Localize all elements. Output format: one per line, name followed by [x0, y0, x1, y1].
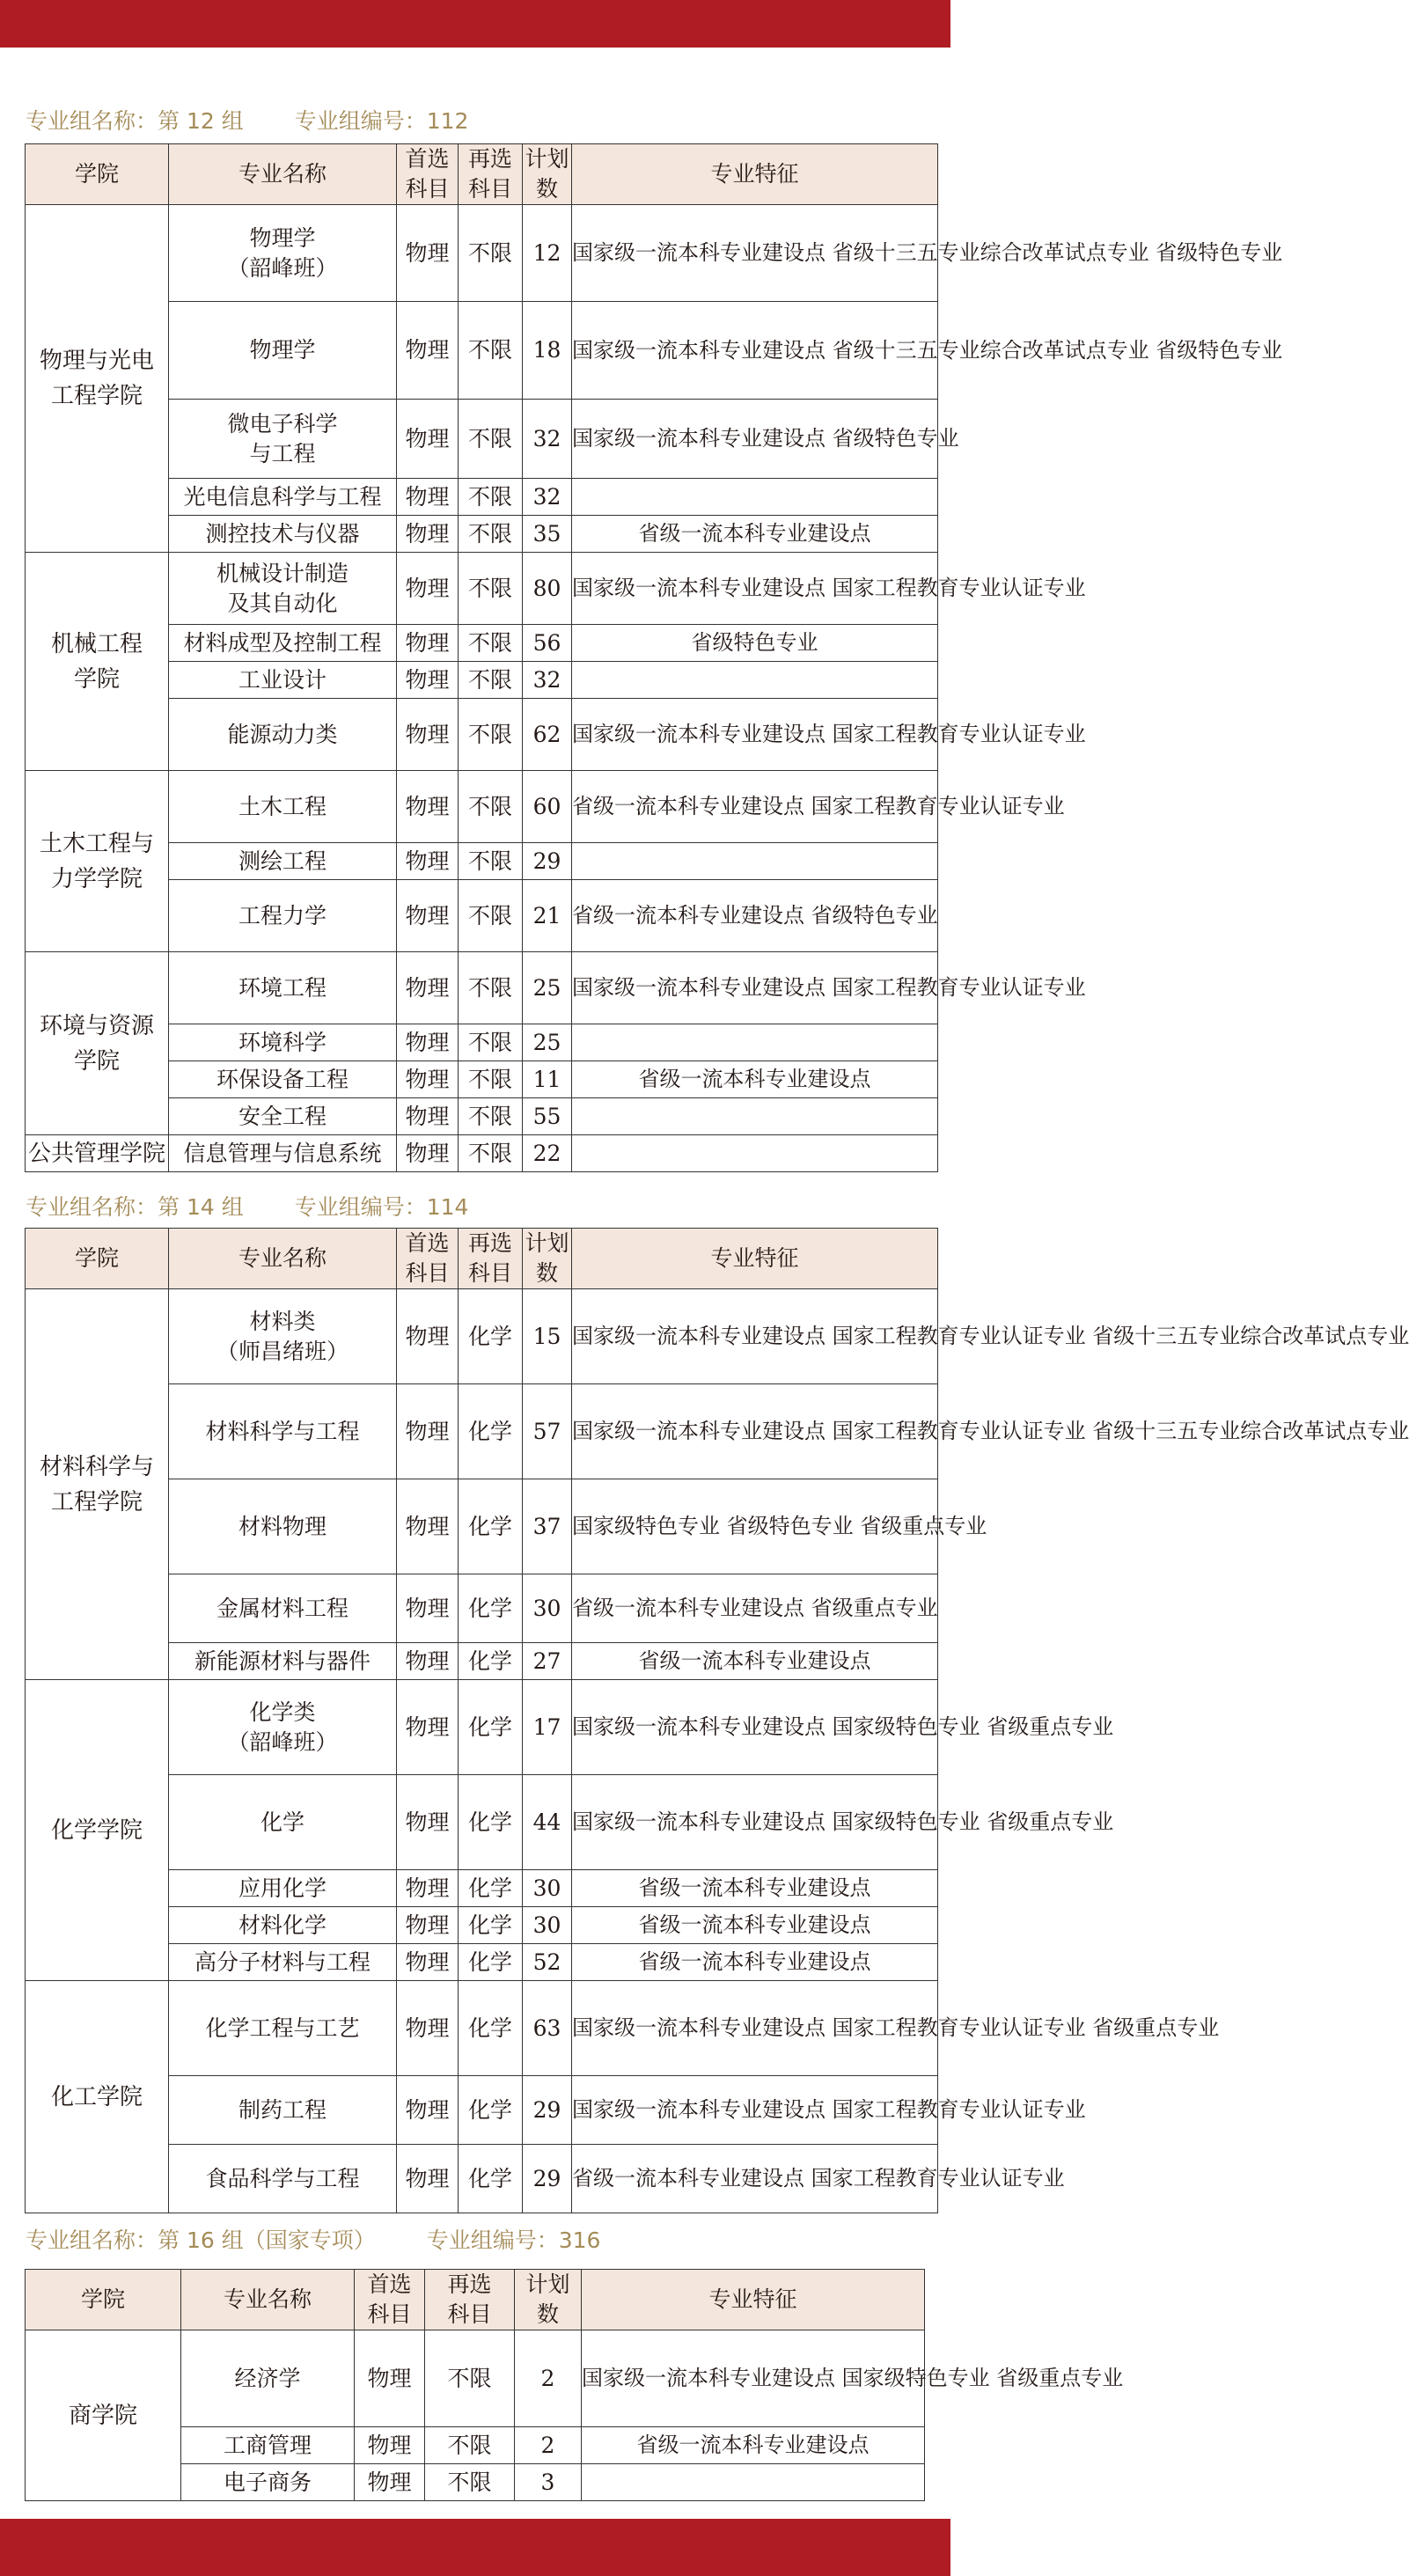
college-cell: 机械工程 学院 [26, 553, 169, 771]
plan-count: 52 [523, 1944, 572, 1981]
major-name: 物理学 （韶峰班） [169, 205, 397, 302]
major-feature: 省级一流本科专业建设点 [572, 1061, 938, 1098]
plan-count: 17 [523, 1680, 572, 1775]
header-row [26, 1229, 938, 1289]
second-subject: 不限 [459, 205, 523, 302]
plan-count: 2 [515, 2330, 582, 2427]
second-subject: 化学 [459, 1574, 523, 1643]
major-feature: 省级一流本科专业建设点 省级重点专业 [572, 1574, 938, 1643]
second-subject: 化学 [459, 1907, 523, 1944]
plan-count: 18 [523, 302, 572, 400]
second-subject: 化学 [459, 1981, 523, 2076]
major-feature: 国家级一流本科专业建设点 国家级特色专业 省级重点专业 [582, 2330, 925, 2427]
first-subject: 物理 [397, 1024, 459, 1061]
major-name: 测控技术与仪器 [169, 516, 397, 553]
header-feat: 专业特征 [572, 1229, 938, 1289]
header-feat: 专业特征 [582, 2270, 925, 2330]
header-second: 再选 科目 [425, 2270, 515, 2330]
major-name: 应用化学 [169, 1870, 397, 1907]
first-subject: 物理 [397, 880, 459, 952]
first-subject: 物理 [397, 771, 459, 843]
major-name: 能源动力类 [169, 699, 397, 771]
group-title-14 [26, 1190, 468, 1222]
college-cell: 化学学院 [26, 1680, 169, 1981]
major-name: 化学工程与工艺 [169, 1981, 397, 2076]
table-row [26, 205, 938, 302]
major-feature: 省级一流本科专业建设点 国家工程教育专业认证专业 [572, 2145, 938, 2213]
major-name: 工商管理 [181, 2427, 355, 2464]
major-name: 电子商务 [181, 2464, 355, 2501]
major-name: 物理学 [169, 302, 397, 400]
major-table-group-14 [25, 1228, 1409, 2213]
major-feature [572, 1098, 938, 1135]
first-subject: 物理 [355, 2427, 425, 2464]
second-subject: 不限 [425, 2464, 515, 2501]
second-subject: 不限 [459, 843, 523, 880]
major-feature: 国家级一流本科专业建设点 省级十三五专业综合改革试点专业 省级特色专业 [572, 205, 938, 302]
header-name: 专业名称 [169, 144, 397, 205]
major-name: 新能源材料与器件 [169, 1643, 397, 1680]
major-name: 材料成型及控制工程 [169, 625, 397, 662]
top-banner [0, 0, 950, 48]
major-feature: 国家级一流本科专业建设点 国家级特色专业 省级重点专业 [572, 1680, 938, 1775]
plan-count: 55 [523, 1098, 572, 1135]
major-feature: 国家级一流本科专业建设点 省级十三五专业综合改革试点专业 省级特色专业 [572, 302, 938, 400]
major-feature: 省级一流本科专业建设点 [572, 1907, 938, 1944]
second-subject: 不限 [459, 516, 523, 553]
major-name: 金属材料工程 [169, 1574, 397, 1643]
plan-count: 25 [523, 952, 572, 1024]
first-subject: 物理 [397, 1479, 459, 1574]
major-feature: 国家级一流本科专业建设点 国家工程教育专业认证专业 [572, 553, 938, 625]
plan-count: 27 [523, 1643, 572, 1680]
second-subject: 不限 [459, 479, 523, 516]
first-subject: 物理 [397, 1870, 459, 1907]
first-subject: 物理 [397, 625, 459, 662]
major-feature [572, 1135, 938, 1172]
plan-count: 21 [523, 880, 572, 952]
major-feature: 国家级一流本科专业建设点 国家工程教育专业认证专业 省级十三五专业综合改革试点专业 [572, 1384, 938, 1479]
second-subject: 不限 [425, 2427, 515, 2464]
second-subject: 不限 [459, 880, 523, 952]
first-subject: 物理 [397, 1944, 459, 1981]
major-table-group-16 [25, 2269, 1124, 2501]
plan-count: 30 [523, 1870, 572, 1907]
plan-count: 29 [523, 843, 572, 880]
header-college: 学院 [26, 1229, 169, 1289]
major-name: 测绘工程 [169, 843, 397, 880]
table-row [26, 1135, 938, 1172]
plan-count: 37 [523, 1479, 572, 1574]
header-row [26, 2270, 925, 2330]
header-second: 再选 科目 [459, 144, 523, 205]
group-name: 专业组名称：第 14 组 [26, 1194, 244, 1220]
second-subject: 不限 [459, 553, 523, 625]
second-subject: 化学 [459, 2145, 523, 2213]
second-subject: 不限 [459, 1024, 523, 1061]
major-feature: 国家级一流本科专业建设点 国家级特色专业 省级重点专业 [572, 1775, 938, 1870]
first-subject: 物理 [397, 1981, 459, 2076]
major-name: 环境工程 [169, 952, 397, 1024]
second-subject: 不限 [459, 662, 523, 699]
first-subject: 物理 [397, 1574, 459, 1643]
plan-count: 25 [523, 1024, 572, 1061]
major-name: 制药工程 [169, 2076, 397, 2145]
header-first: 首选 科目 [397, 1229, 459, 1289]
plan-count: 32 [523, 400, 572, 479]
second-subject: 化学 [459, 1680, 523, 1775]
header-first: 首选 科目 [397, 144, 459, 205]
second-subject: 化学 [459, 1944, 523, 1981]
major-name: 食品科学与工程 [169, 2145, 397, 2213]
first-subject: 物理 [355, 2464, 425, 2501]
first-subject: 物理 [397, 1135, 459, 1172]
plan-count: 57 [523, 1384, 572, 1479]
header-plan: 计划 数 [523, 1229, 572, 1289]
first-subject: 物理 [397, 662, 459, 699]
plan-count: 32 [523, 662, 572, 699]
major-feature [572, 662, 938, 699]
bottom-banner [0, 2519, 950, 2576]
table-row [26, 1680, 938, 1775]
header-plan: 计划 数 [515, 2270, 582, 2330]
plan-count: 30 [523, 1907, 572, 1944]
second-subject: 化学 [459, 1289, 523, 1384]
college-cell: 商学院 [26, 2330, 181, 2501]
table-row [26, 952, 938, 1024]
second-subject: 不限 [459, 1098, 523, 1135]
plan-count: 35 [523, 516, 572, 553]
major-name: 化学类 （韶峰班） [169, 1680, 397, 1775]
first-subject: 物理 [397, 1643, 459, 1680]
plan-count: 11 [523, 1061, 572, 1098]
major-feature: 国家级一流本科专业建设点 国家工程教育专业认证专业 省级十三五专业综合改革试点专业 [572, 1289, 938, 1384]
college-cell: 环境与资源 学院 [26, 952, 169, 1135]
major-feature: 国家级一流本科专业建设点 国家工程教育专业认证专业 [572, 952, 938, 1024]
plan-count: 32 [523, 479, 572, 516]
major-name: 化学 [169, 1775, 397, 1870]
major-name: 信息管理与信息系统 [169, 1135, 397, 1172]
major-feature: 国家级一流本科专业建设点 国家工程教育专业认证专业 [572, 2076, 938, 2145]
major-feature: 国家级一流本科专业建设点 国家工程教育专业认证专业 [572, 699, 938, 771]
major-feature [582, 2464, 925, 2501]
major-feature: 国家级特色专业 省级特色专业 省级重点专业 [572, 1479, 938, 1574]
first-subject: 物理 [397, 302, 459, 400]
major-name: 经济学 [181, 2330, 355, 2427]
plan-count: 2 [515, 2427, 582, 2464]
second-subject: 不限 [459, 625, 523, 662]
second-subject: 不限 [459, 952, 523, 1024]
table-row [26, 771, 938, 843]
header-name: 专业名称 [169, 1229, 397, 1289]
second-subject: 化学 [459, 1479, 523, 1574]
header-name: 专业名称 [181, 2270, 355, 2330]
first-subject: 物理 [397, 1775, 459, 1870]
plan-count: 44 [523, 1775, 572, 1870]
major-feature: 省级一流本科专业建设点 [572, 1870, 938, 1907]
major-name: 机械设计制造 及其自动化 [169, 553, 397, 625]
major-feature: 省级一流本科专业建设点 国家工程教育专业认证专业 [572, 771, 938, 843]
second-subject: 不限 [459, 699, 523, 771]
first-subject: 物理 [397, 2145, 459, 2213]
second-subject: 不限 [459, 400, 523, 479]
plan-count: 80 [523, 553, 572, 625]
first-subject: 物理 [397, 843, 459, 880]
first-subject: 物理 [397, 2076, 459, 2145]
plan-count: 60 [523, 771, 572, 843]
plan-count: 62 [523, 699, 572, 771]
second-subject: 不限 [459, 771, 523, 843]
header-college: 学院 [26, 2270, 181, 2330]
table-row [26, 1981, 938, 2076]
major-feature: 国家级一流本科专业建设点 省级特色专业 [572, 400, 938, 479]
group-title-16 [26, 2223, 600, 2255]
plan-count: 29 [523, 2076, 572, 2145]
group-code: 专业组编号：112 [294, 108, 469, 134]
plan-count: 22 [523, 1135, 572, 1172]
first-subject: 物理 [397, 516, 459, 553]
major-feature: 省级一流本科专业建设点 [582, 2427, 925, 2464]
first-subject: 物理 [397, 205, 459, 302]
first-subject: 物理 [397, 1384, 459, 1479]
major-feature [572, 843, 938, 880]
table-row [26, 2330, 925, 2427]
second-subject: 不限 [459, 1061, 523, 1098]
table-row [26, 1289, 938, 1384]
second-subject: 化学 [459, 1870, 523, 1907]
major-feature: 国家级一流本科专业建设点 国家工程教育专业认证专业 省级重点专业 [572, 1981, 938, 2076]
first-subject: 物理 [397, 1061, 459, 1098]
major-name: 工业设计 [169, 662, 397, 699]
first-subject: 物理 [397, 952, 459, 1024]
major-feature: 省级一流本科专业建设点 [572, 1944, 938, 1981]
major-feature: 省级一流本科专业建设点 [572, 516, 938, 553]
header-feat: 专业特征 [572, 144, 938, 205]
major-name: 材料化学 [169, 1907, 397, 1944]
second-subject: 化学 [459, 1643, 523, 1680]
major-table-group-12 [25, 143, 1283, 1172]
table-row [26, 553, 938, 625]
first-subject: 物理 [397, 1098, 459, 1135]
first-subject: 物理 [397, 1680, 459, 1775]
college-cell: 化工学院 [26, 1981, 169, 2213]
first-subject: 物理 [397, 699, 459, 771]
major-feature [572, 479, 938, 516]
second-subject: 不限 [459, 1135, 523, 1172]
header-row [26, 144, 938, 205]
major-feature: 省级特色专业 [572, 625, 938, 662]
header-college: 学院 [26, 144, 169, 205]
header-second: 再选 科目 [459, 1229, 523, 1289]
group-title-12 [26, 104, 468, 136]
first-subject: 物理 [397, 1289, 459, 1384]
plan-count: 3 [515, 2464, 582, 2501]
group-name: 专业组名称：第 12 组 [26, 108, 244, 134]
header-first: 首选 科目 [355, 2270, 425, 2330]
group-code: 专业组编号：316 [426, 2227, 601, 2253]
plan-count: 56 [523, 625, 572, 662]
major-name: 微电子科学 与工程 [169, 400, 397, 479]
major-name: 安全工程 [169, 1098, 397, 1135]
first-subject: 物理 [397, 400, 459, 479]
major-name: 材料物理 [169, 1479, 397, 1574]
college-cell: 公共管理学院 [26, 1135, 169, 1172]
plan-count: 15 [523, 1289, 572, 1384]
major-name: 材料科学与工程 [169, 1384, 397, 1479]
second-subject: 不限 [425, 2330, 515, 2427]
first-subject: 物理 [397, 1907, 459, 1944]
major-name: 材料类 （师昌绪班） [169, 1289, 397, 1384]
plan-count: 29 [523, 2145, 572, 2213]
major-name: 工程力学 [169, 880, 397, 952]
first-subject: 物理 [397, 479, 459, 516]
major-name: 土木工程 [169, 771, 397, 843]
major-name: 光电信息科学与工程 [169, 479, 397, 516]
plan-count: 12 [523, 205, 572, 302]
second-subject: 不限 [459, 302, 523, 400]
major-feature: 省级一流本科专业建设点 [572, 1643, 938, 1680]
header-plan: 计划 数 [523, 144, 572, 205]
group-name: 专业组名称：第 16 组（国家专项） [26, 2227, 376, 2253]
major-name: 高分子材料与工程 [169, 1944, 397, 1981]
college-cell: 物理与光电 工程学院 [26, 205, 169, 553]
plan-count: 30 [523, 1574, 572, 1643]
first-subject: 物理 [397, 553, 459, 625]
major-feature: 省级一流本科专业建设点 省级特色专业 [572, 880, 938, 952]
second-subject: 化学 [459, 2076, 523, 2145]
first-subject: 物理 [355, 2330, 425, 2427]
group-code: 专业组编号：114 [294, 1194, 469, 1220]
major-feature [572, 1024, 938, 1061]
major-name: 环保设备工程 [169, 1061, 397, 1098]
major-name: 环境科学 [169, 1024, 397, 1061]
second-subject: 化学 [459, 1775, 523, 1870]
second-subject: 化学 [459, 1384, 523, 1479]
college-cell: 材料科学与 工程学院 [26, 1289, 169, 1680]
plan-count: 63 [523, 1981, 572, 2076]
college-cell: 土木工程与 力学学院 [26, 771, 169, 952]
